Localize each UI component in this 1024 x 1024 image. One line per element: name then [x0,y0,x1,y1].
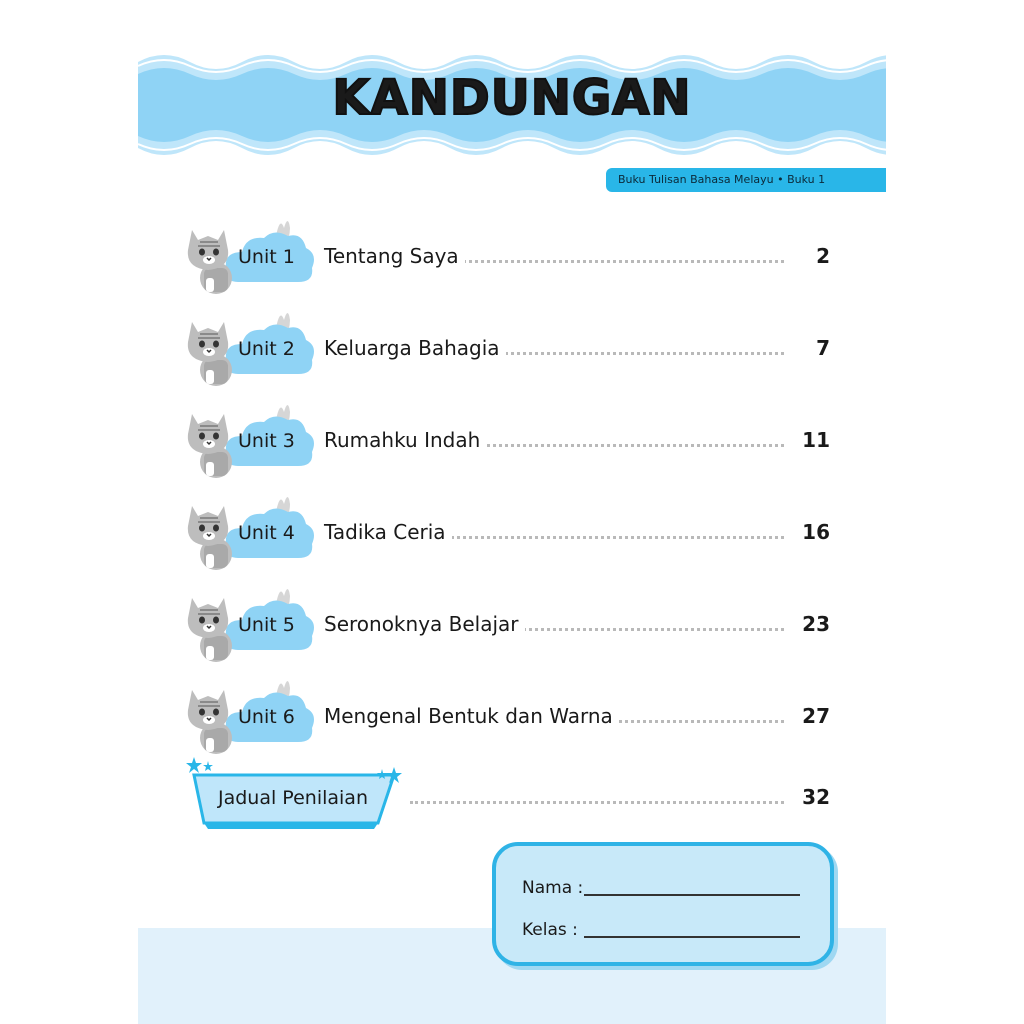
page-number: 11 [802,428,830,452]
page-number: 23 [802,612,830,636]
toc-row[interactable] [180,216,840,296]
topic-title: Tadika Ceria [324,520,452,544]
page-number: 7 [816,336,830,360]
unit-label: Unit 4 [238,522,295,544]
page-number: 27 [802,704,830,728]
toc-row[interactable] [180,492,840,572]
dotted-leader [410,801,784,804]
unit-label: Unit 2 [238,338,295,360]
name-label: Nama : [522,878,584,898]
unit-label: Unit 3 [238,430,295,452]
topic-title: Rumahku Indah [324,428,486,452]
page-number: 2 [816,244,830,268]
class-label: Kelas : [522,920,578,940]
unit-label: Unit 5 [238,614,295,636]
toc-row[interactable] [180,584,840,664]
toc-row[interactable] [180,308,840,388]
name-field[interactable] [584,894,800,896]
toc-row[interactable] [180,400,840,480]
series-label: Buku Tulisan Bahasa Melayu • Buku 1 [606,168,886,192]
assessment-row[interactable] [180,755,840,835]
page-title: KANDUNGAN [332,70,692,126]
topic-title: Mengenal Bentuk dan Warna [324,704,619,728]
class-field[interactable] [584,936,800,938]
assessment-page-number: 32 [802,785,830,809]
unit-label: Unit 1 [238,246,295,268]
assessment-label: Jadual Penilaian [218,787,368,809]
topic-title: Keluarga Bahagia [324,336,506,360]
toc-row[interactable] [180,676,840,756]
topic-title: Seronoknya Belajar [324,612,525,636]
student-info-box [492,842,834,966]
page-number: 16 [802,520,830,544]
topic-title: Tentang Saya [324,244,465,268]
unit-label: Unit 6 [238,706,295,728]
